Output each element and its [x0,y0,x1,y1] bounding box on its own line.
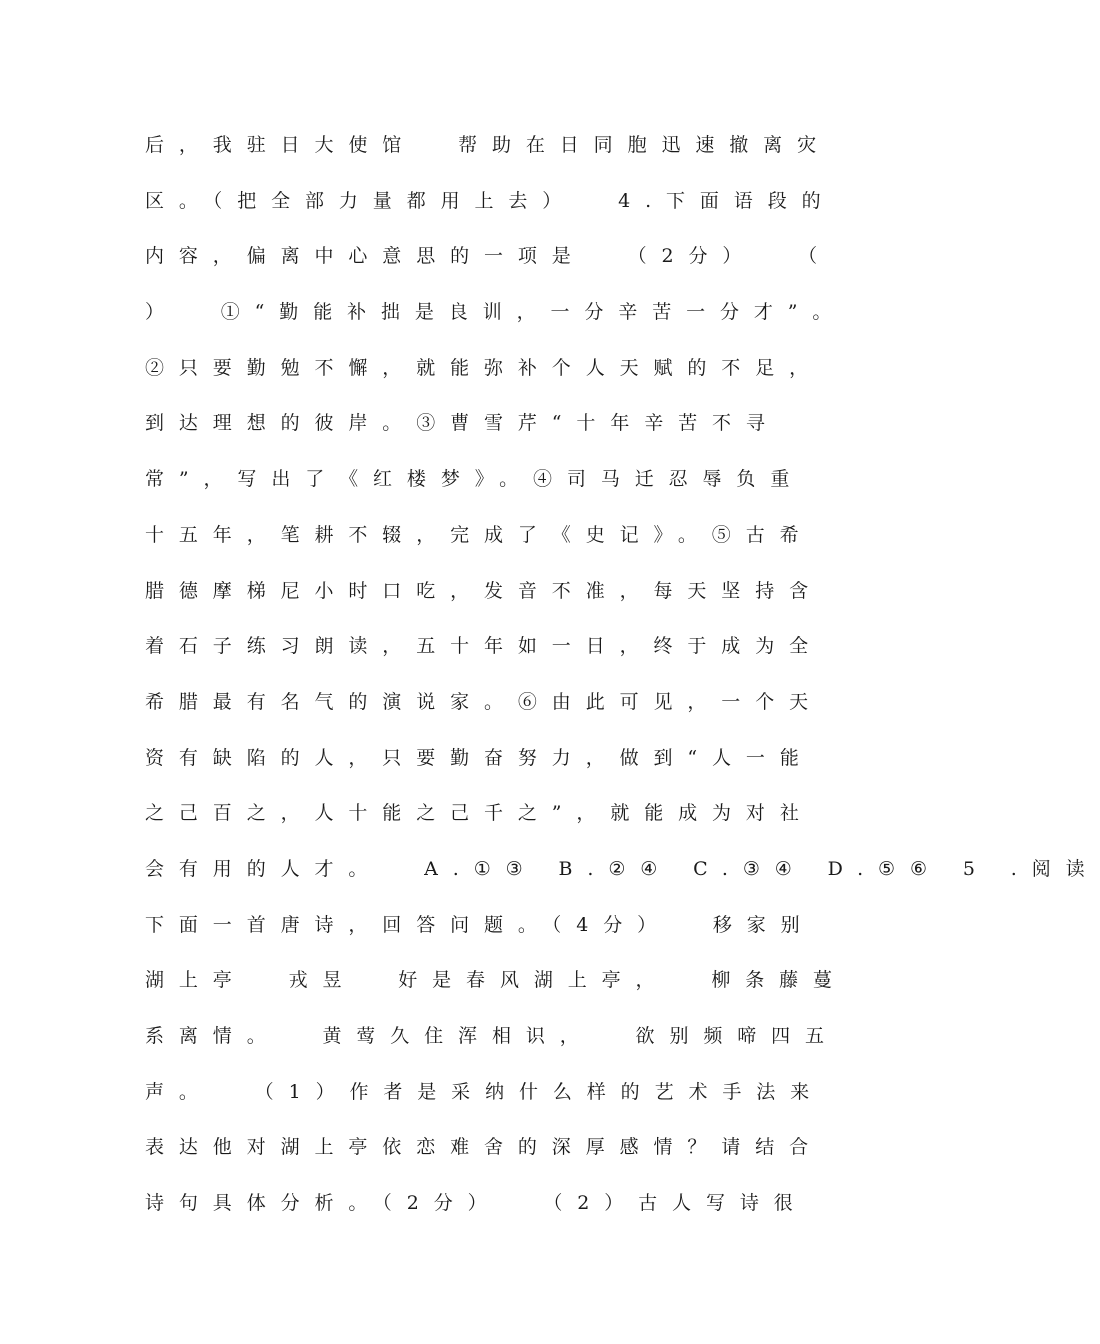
text-line: 区。（把全部力量都用上去） 4.下面语段的 [145,189,836,212]
text-line: 腊德摩梯尼小时口吃，发音不准，每天坚持含 [145,579,824,602]
text-line: ） ①“勤能补拙是良训，一分辛苦一分才”。 [145,301,847,324]
text-line: 表达他对湖上亭依恋难舍的深厚感情？请结合 [145,1136,824,1159]
text-line: 内容，偏离中心意思的一项是 （2分） （ [145,245,833,268]
text-line: 着石子练习朗读，五十年如一日，终于成为全 [145,635,824,658]
text-line: 十五年，笔耕不辍，完成了《史记》。⑤古希 [145,523,814,546]
text-line: 声。 （1）作者是采纳什么样的艺术手法来 [145,1080,825,1103]
text-line: 诗句具体分析。（2分） （2）古人写诗很 [145,1192,808,1215]
text-line: ②只要勤勉不懈，就能弥补个人天赋的不足， [145,356,824,379]
text-line: 常”，写出了《红楼梦》。④司马迁忍辱负重 [145,468,805,491]
text-line: 到达理想的彼岸。③曹雪芹“十年辛苦不寻 [145,412,780,435]
text-line: 后，我驻日大使馆 帮助在日同胞迅速撤离灾 [145,134,831,156]
text-line: 希腊最有名气的演说家。⑥由此可见，一个天 [145,690,824,713]
text-line: 湖上亭 戎昱 好是春风湖上亭， 柳条藤蔓 [145,969,847,992]
body-text [145,125,1100,1239]
text-line: 下面一首唐诗，回答问题。（4分） 移家别 [145,913,815,936]
text-line: 系离情。 黄莺久住浑相识， 欲别频啼四五 [145,1025,839,1047]
text-line: 之己百之，人十能之己千之”，就能成为对社 [145,802,814,825]
text-line: 资有缺陷的人，只要勤奋努力，做到“人一能 [145,746,814,769]
text-line: 会有用的人才。 A.①③ B.②④ C.③④ D.⑤⑥ 5 .阅读 [145,857,1100,880]
